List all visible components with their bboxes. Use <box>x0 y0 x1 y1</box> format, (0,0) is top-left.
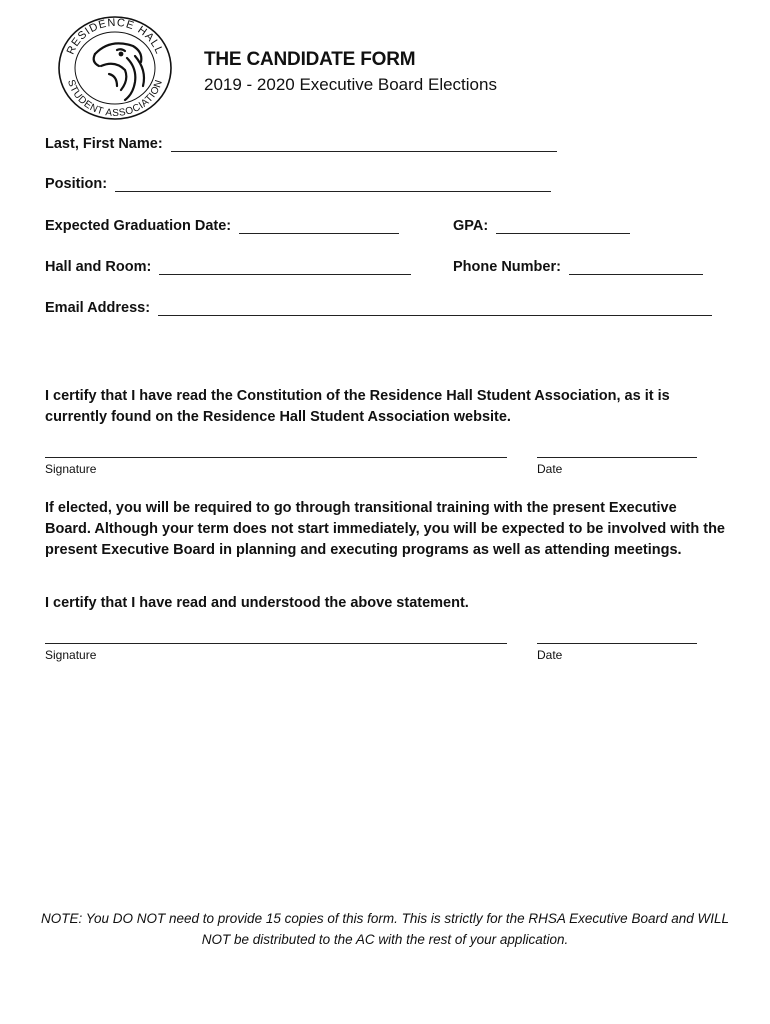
name-input-line[interactable] <box>171 137 557 152</box>
signature-label-1: Signature <box>45 462 97 476</box>
position-input-line[interactable] <box>115 177 551 192</box>
page-subtitle: 2019 - 2020 Executive Board Elections <box>204 75 497 94</box>
logo-bottom-text: STUDENT ASSOCIATION <box>64 78 166 120</box>
gpa-label: GPA: <box>453 218 489 234</box>
phone-input-line[interactable] <box>569 260 703 275</box>
date-line-1[interactable] <box>537 457 697 458</box>
page-title: THE CANDIDATE FORM <box>204 49 416 70</box>
gpa-field <box>453 218 630 234</box>
gpa-input-line[interactable] <box>496 219 630 234</box>
hall-room-input-line[interactable] <box>159 260 411 275</box>
footer-note: NOTE: You DO NOT need to provide 15 copies of this form. This is strictly for the RHSA Executive Board and WILL NOT be distributed to the AC with the rest of your application. <box>40 911 730 947</box>
signature-line-1[interactable] <box>45 457 507 458</box>
eagle-icon <box>94 43 144 100</box>
hall-room-label: Hall and Room: <box>45 259 152 275</box>
grad-date-field <box>45 218 399 234</box>
signature-label-2: Signature <box>45 648 97 662</box>
certify-constitution-text: I certify that I have read the Constitution of the Residence Hall Student Association, as it is currently found on the Residence Hall Student Association website. <box>45 388 670 425</box>
hall-room-field <box>45 259 411 275</box>
grad-date-label: Expected Graduation Date: <box>45 218 232 234</box>
rhsa-logo <box>55 14 175 122</box>
position-label: Position: <box>45 176 108 192</box>
logo-top-text: RESIDENCE HALL <box>64 16 166 57</box>
date-line-2[interactable] <box>537 643 697 644</box>
position-field <box>45 176 551 192</box>
email-field <box>45 300 712 316</box>
email-label: Email Address: <box>45 300 151 316</box>
name-field <box>45 136 557 152</box>
phone-label: Phone Number: <box>453 259 561 275</box>
training-statement-text: If elected, you will be required to go through transitional training with the present Executive Board. Although your term does not start immediately, you will be expected to be involved with the present Executive Board in planning and executing programs as well as attending meetings. <box>45 500 725 558</box>
certify-statement-text: I certify that I have read and understood the above statement. <box>45 595 469 611</box>
signature-line-2[interactable] <box>45 643 507 644</box>
svg-text:STUDENT ASSOCIATION <box>65 78 165 119</box>
email-input-line[interactable] <box>158 301 712 316</box>
date-label-1: Date <box>537 462 563 476</box>
grad-date-input-line[interactable] <box>239 219 399 234</box>
phone-field <box>453 259 703 275</box>
name-label: Last, First Name: <box>45 136 163 152</box>
date-label-2: Date <box>537 648 563 662</box>
